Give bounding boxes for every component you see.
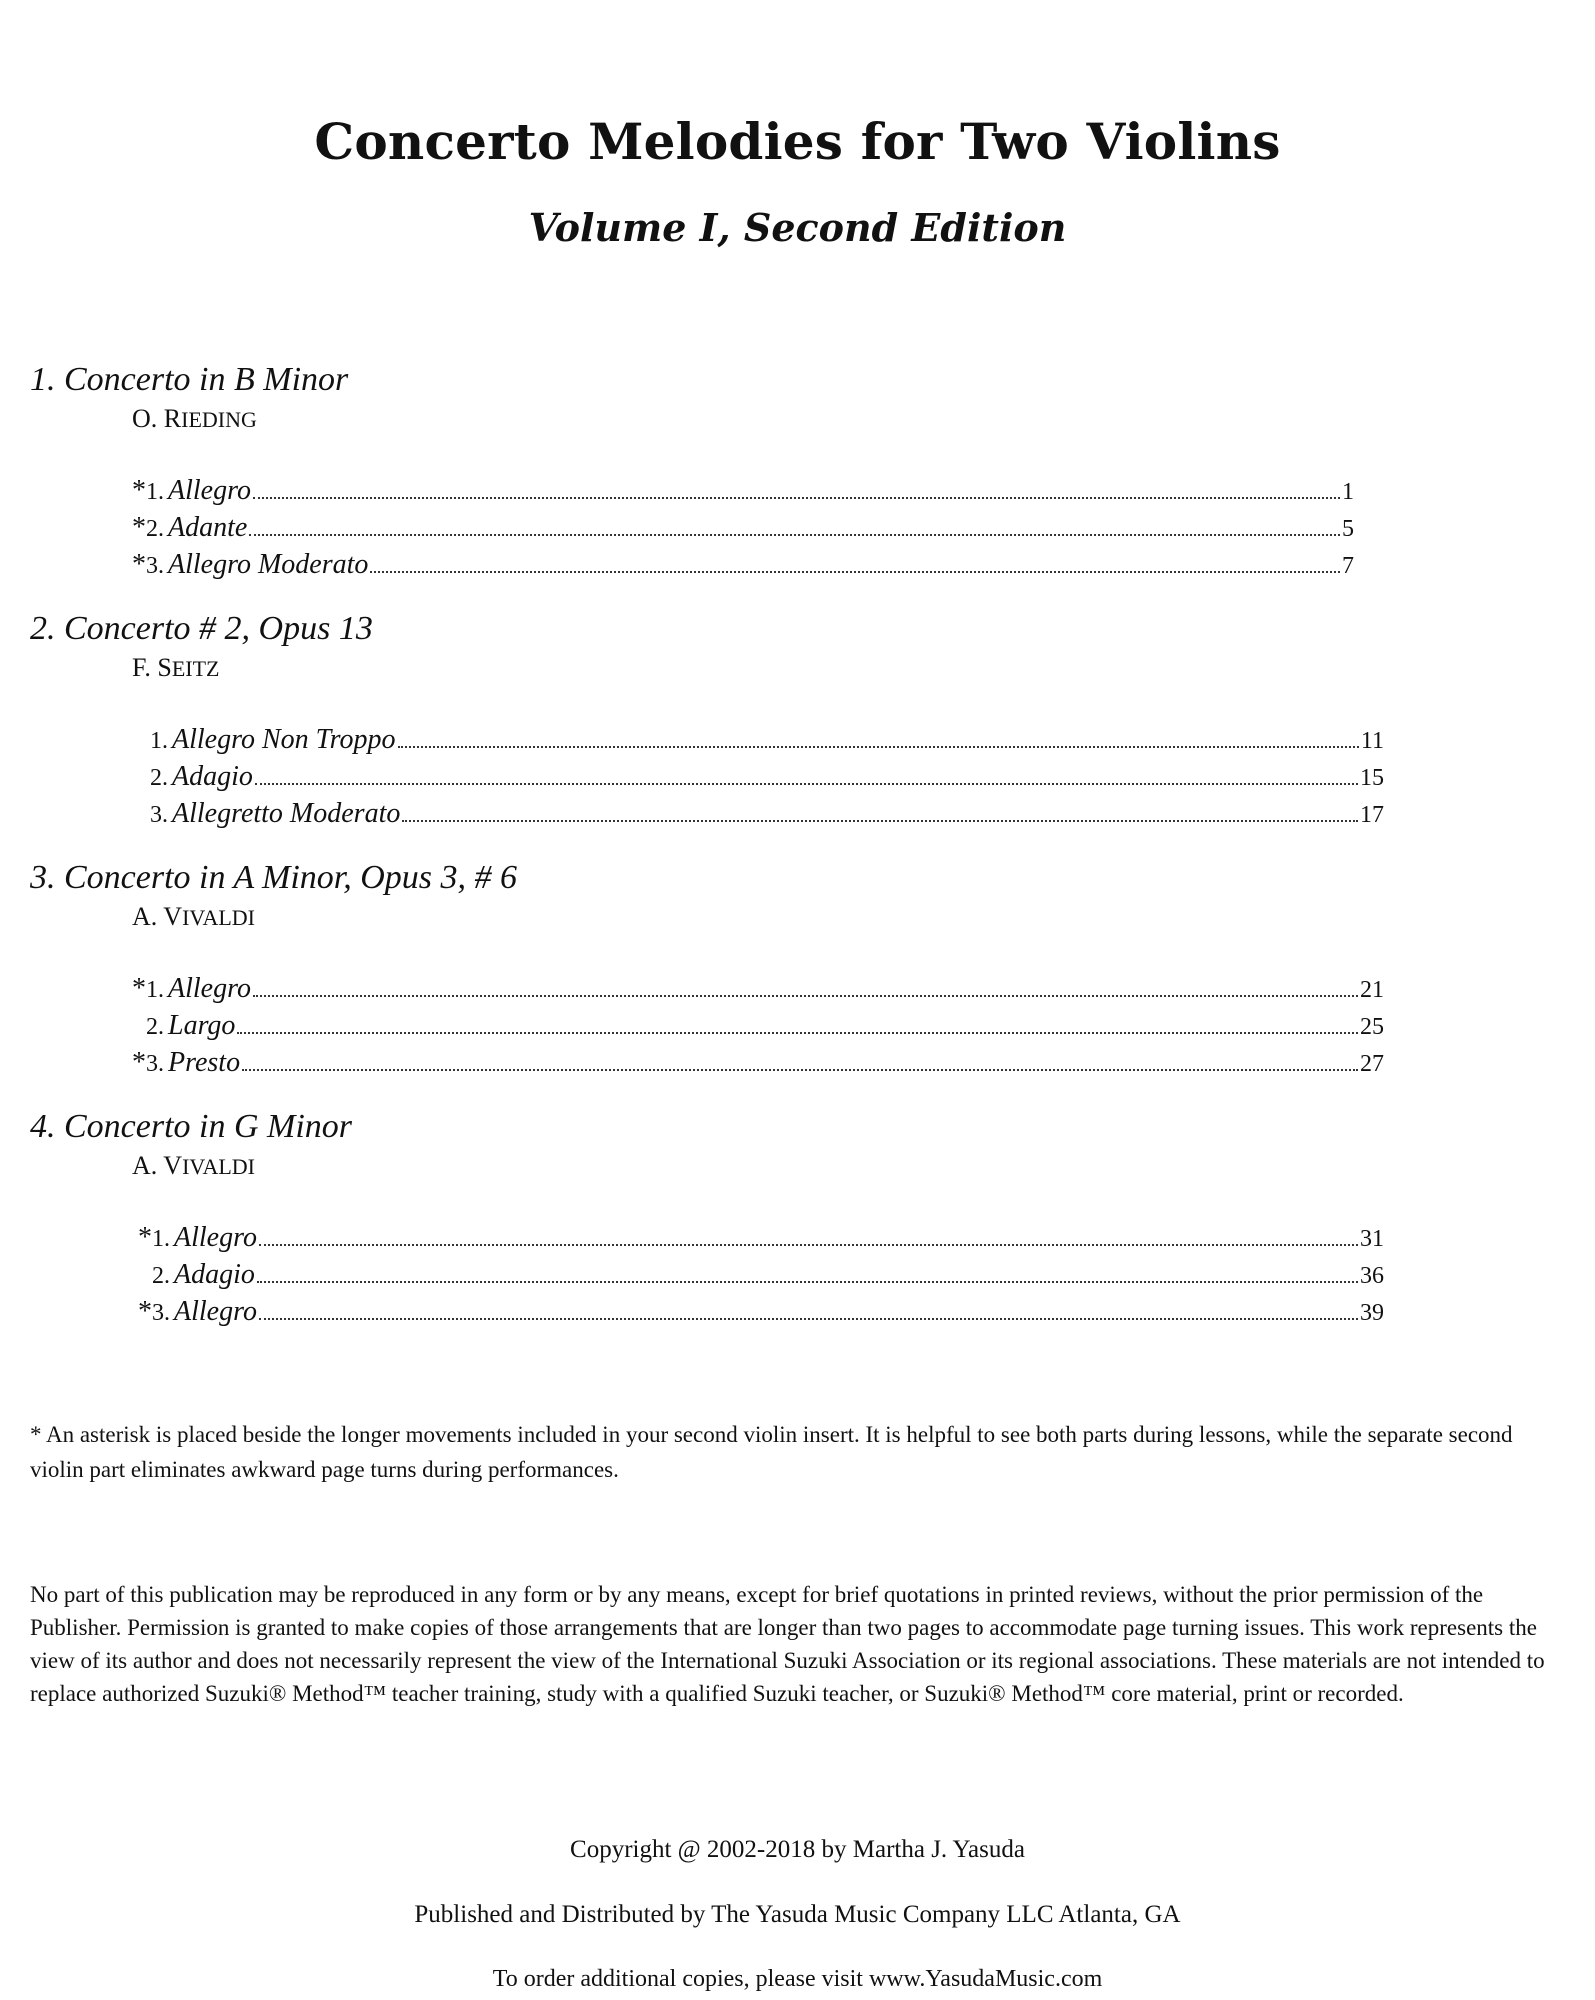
concerto-heading: 2. Concerto # 2, Opus 13 xyxy=(30,610,373,647)
movement-name: Allegro Moderato xyxy=(168,549,369,580)
page-number: 17 xyxy=(1360,802,1384,828)
movement-number: 1. xyxy=(146,977,164,1003)
composer-rest: EITZ xyxy=(171,656,220,681)
composer-initial: F. S xyxy=(132,653,172,682)
page-number: 36 xyxy=(1360,1263,1384,1289)
movement-name: Adagio xyxy=(172,761,253,792)
dot-leader xyxy=(253,496,1340,499)
movement-list xyxy=(30,970,1384,1081)
movement-number: 3. xyxy=(146,1051,164,1077)
concerto-section xyxy=(30,358,1354,583)
publisher-line: Published and Distributed by The Yasuda Music Company LLC Atlanta, GA xyxy=(414,1901,1181,1928)
dot-leader xyxy=(253,994,1358,997)
asterisk-footnote: * An asterisk is placed beside the longer movements included in your second violin insert. It is helpful to see both parts during lessons, while the separate second violin part eliminates awkward page turns during performances. xyxy=(30,1422,1513,1482)
asterisk-mark: * xyxy=(132,475,146,506)
page-number: 11 xyxy=(1360,728,1384,754)
movement-entry xyxy=(132,1044,1384,1081)
asterisk-mark: * xyxy=(132,512,146,543)
concerto-section xyxy=(30,856,1384,1081)
page-number: 31 xyxy=(1360,1226,1384,1252)
composer-rest: IEDING xyxy=(181,407,257,432)
dot-leader xyxy=(249,533,1340,536)
page-number: 1 xyxy=(1342,479,1354,505)
movement-entry xyxy=(132,970,1384,1007)
asterisk-mark: * xyxy=(132,1047,146,1078)
page-number: 39 xyxy=(1360,1300,1384,1326)
concerto-heading: 4. Concerto in G Minor xyxy=(30,1108,353,1145)
movement-name: Allegretto Moderato xyxy=(172,798,401,829)
dot-leader xyxy=(255,782,1358,785)
movement-name: Allegro xyxy=(168,973,251,1004)
composer-initial: A. V xyxy=(132,1151,183,1180)
page-number: 21 xyxy=(1360,977,1384,1003)
page-number: 25 xyxy=(1360,1014,1384,1040)
movement-entry xyxy=(132,509,1354,546)
movement-entry xyxy=(138,1256,1384,1293)
movement-name: Allegro xyxy=(174,1222,257,1253)
page-number: 7 xyxy=(1342,553,1354,579)
asterisk-mark: * xyxy=(132,973,146,1004)
movement-number: 3. xyxy=(146,553,164,579)
composer-rest: IVALDI xyxy=(182,1154,256,1179)
movement-number: 1. xyxy=(146,479,164,505)
composer-initial: O. R xyxy=(132,404,182,433)
movement-entry xyxy=(132,546,1354,583)
page-subtitle: Volume I, Second Edition xyxy=(528,205,1067,250)
concerto-heading: 3. Concerto in A Minor, Opus 3, # 6 xyxy=(30,859,518,896)
movement-number: 2. xyxy=(152,1263,170,1289)
movement-name: Largo xyxy=(168,1010,236,1041)
movement-entry xyxy=(132,472,1354,509)
movement-entry xyxy=(136,721,1384,758)
asterisk-mark: * xyxy=(138,1222,152,1253)
page-number: 15 xyxy=(1360,765,1384,791)
composer-name xyxy=(132,1151,1384,1181)
movement-number: 3. xyxy=(150,802,168,828)
order-line: To order additional copies, please visit www.YasudaMusic.com xyxy=(492,1966,1103,1992)
composer-name xyxy=(132,653,1384,683)
dot-leader xyxy=(237,1031,1358,1034)
dot-leader xyxy=(398,745,1359,748)
movement-number: 3. xyxy=(152,1300,170,1326)
dot-leader xyxy=(370,570,1340,573)
movement-entry xyxy=(138,1219,1384,1256)
concerto-heading: 1. Concerto in B Minor xyxy=(30,361,349,398)
dot-leader xyxy=(257,1280,1358,1283)
page-number: 5 xyxy=(1342,516,1354,542)
movement-entry xyxy=(138,1293,1384,1330)
movement-list xyxy=(30,721,1384,832)
movement-number: 1. xyxy=(152,1226,170,1252)
composer-name xyxy=(132,902,1384,932)
movement-name: Allegro xyxy=(168,475,251,506)
concerto-section xyxy=(30,607,1384,832)
movement-number: 2. xyxy=(150,765,168,791)
movement-name: Adante xyxy=(168,512,248,543)
movement-name: Presto xyxy=(168,1047,241,1078)
movement-number: 1. xyxy=(150,728,168,754)
dot-leader xyxy=(259,1317,1358,1320)
page-number: 27 xyxy=(1360,1051,1384,1077)
movement-name: Adagio xyxy=(174,1259,255,1290)
dot-leader xyxy=(242,1068,1358,1071)
concerto-section xyxy=(30,1105,1384,1330)
copyright-notice: No part of this publication may be reproduced in any form or by any means, except for brief quotations in printed reviews, without the prior permission of the Publisher. Permission is granted to make copies of those arrangements that are longer than two pages to accommodate page turning issues. This work represents the view of its author and does not necessarily represent the view of the International Suzuki Association or its regional associations. These materials are not intended to replace authorized Suzuki® Method™ teacher training, study with a qualified Suzuki teacher, or Suzuki® Method™ core material, print or recorded. xyxy=(30,1582,1545,1706)
movement-list xyxy=(30,1219,1384,1330)
movement-entry xyxy=(136,795,1384,832)
page-title: Concerto Melodies for Two Violins xyxy=(314,112,1281,171)
movement-name: Allegro Non Troppo xyxy=(172,724,396,755)
movement-number: 2. xyxy=(146,516,164,542)
movement-list xyxy=(30,472,1354,583)
dot-leader xyxy=(259,1243,1358,1246)
copyright-line: Copyright @ 2002-2018 by Martha J. Yasuda xyxy=(570,1836,1025,1863)
composer-initial: A. V xyxy=(132,902,183,931)
composer-name xyxy=(132,404,1354,434)
movement-number: 2. xyxy=(146,1014,164,1040)
movement-entry xyxy=(136,758,1384,795)
asterisk-mark: * xyxy=(132,549,146,580)
movement-entry xyxy=(132,1007,1384,1044)
dot-leader xyxy=(402,819,1358,822)
movement-name: Allegro xyxy=(174,1296,257,1327)
asterisk-mark: * xyxy=(138,1296,152,1327)
composer-rest: IVALDI xyxy=(182,905,256,930)
